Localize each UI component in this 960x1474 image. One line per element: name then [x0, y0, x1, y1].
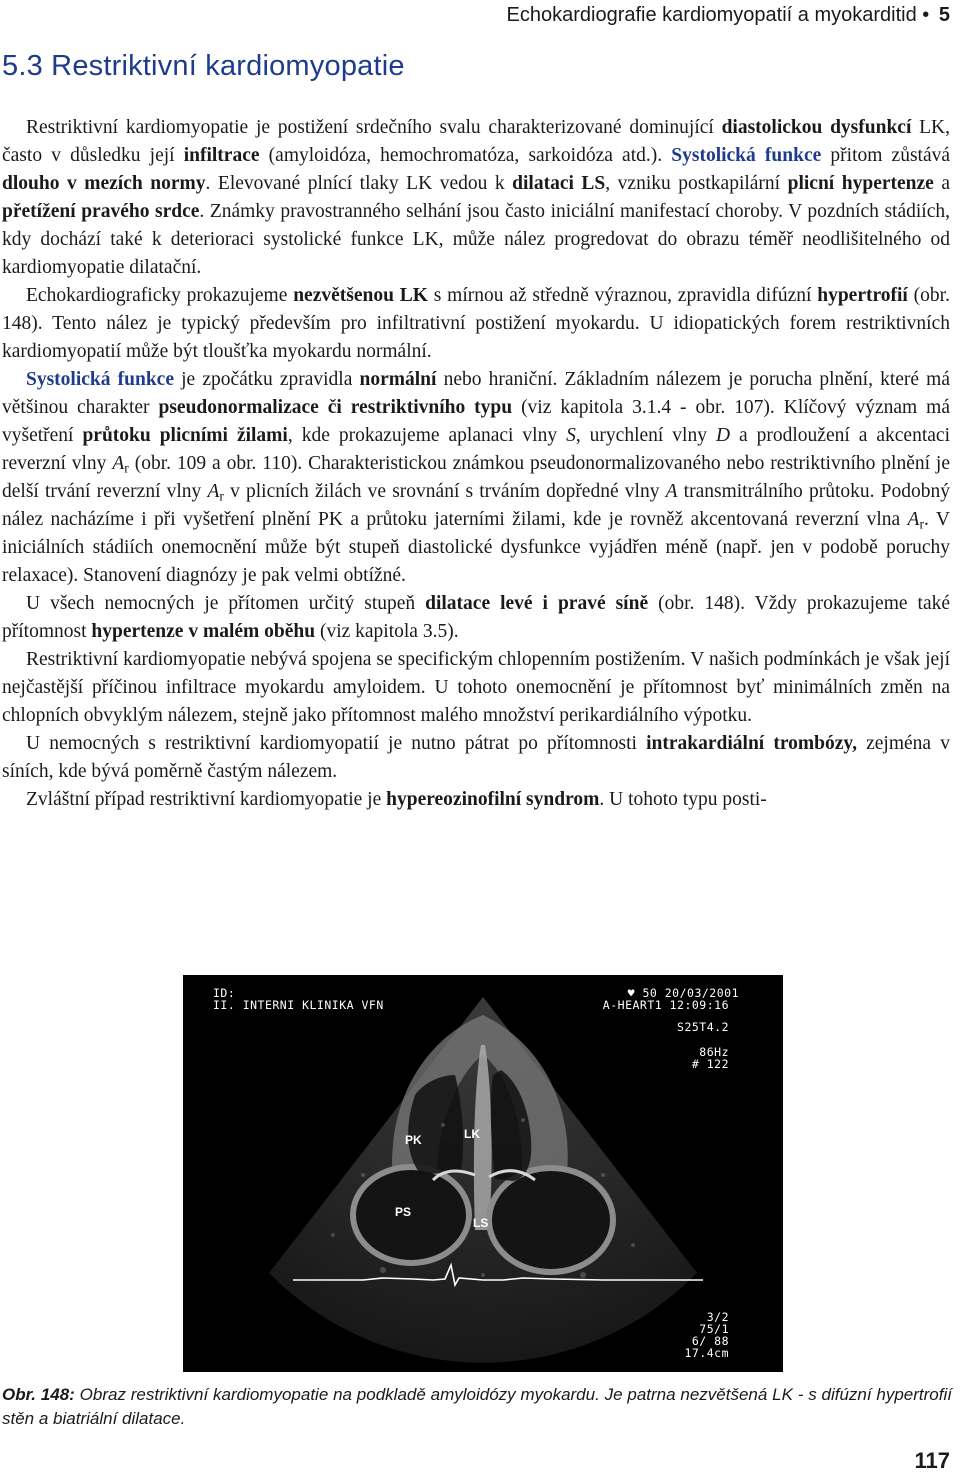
overlay-bottom-1: 3/2 [706, 1310, 729, 1324]
overlay-frequency: 86Hz [699, 1045, 729, 1059]
overlay-device: A-HEART1 12:09:16 [602, 998, 729, 1012]
label-pk: PK [405, 1133, 422, 1147]
overlay-date: ♥ 50 20/03/2001 [627, 986, 739, 1000]
overlay-institution: II. INTERNI KLINIKA VFN [213, 998, 384, 1012]
paragraph-3: Systolická funkce je zpočátku zpravidla normální nebo hraniční. Základním nálezem je porucha plnění, které má většinou charakter pseudonormalizace či restriktivního typu (viz kapitola 3.1.4 - obr. 107). Klíčový význam má vyšetření průtoku plicními žilami, kde prokazujeme aplanaci vlny S, urychlení vlny D a prodloužení a akcentaci reverzní vlny $A_r$ (obr. 109 a obr. 110). Charakteristickou známkou pseudonormalizovaného nebo restriktivního plnění je delší trvání reverzní vlny $A_r$ v plicních žilách ve srovnání s trváním dopředné vlny A transmitrálního průtoku. Podobný nález nacházíme i při vyšetření plnění PK a průtoku jaterními žilami, kde je rovněž akcentovaná reverzní vlna $A_r$. V iniciálních stádiích onemocnění může být stupeň diastolické dysfunkce vyjádřen méně (např. jen v podobě poruchy relaxace). Stanovení diagnózy je pak velmi obtížné. [2, 369, 951, 586]
label-lk: LK [464, 1127, 480, 1141]
label-ps: PS [395, 1205, 412, 1219]
paragraph-5: Restriktivní kardiomyopatie nebývá spojena se specifickým chlopenním postižením. V našich podmínkách je však její nejčastější příčinou infiltrace myokardu amyloidem. U tohoto onemocnění je přítomnost byť minimálních změn na chlopních obvyklým nálezem, stejně jako přítomnost malého množství perikardiálního výpotku. [2, 649, 950, 726]
overlay-frame: # 122 [691, 1057, 729, 1071]
echocardiogram-figure [183, 975, 783, 1372]
echo-image [183, 975, 783, 1372]
overlay-bottom-3: 6/ 88 [691, 1334, 729, 1348]
overlay-bottom-4: 17.4cm [684, 1346, 729, 1360]
section-title: 5.3 Restriktivní kardiomyopatie [2, 50, 405, 82]
overlay-id: ID: [213, 986, 236, 1000]
paragraph-1: Restriktivní kardiomyopatie je postižení srdečního svalu charakterizované dominující diastolickou dysfunkcí LK, často v důsledku její infiltrace (amyloidóza, hemochromatóza, sarkoidóza atd.). Systolická funkce přitom zůstává dlouho v mezích normy. Elevované plnící tlaky LK vedou k dilataci LS, vzniku postkapilární plicní hypertenze a přetížení pravého srdce. Známky pravostranného selhání jsou často iniciální manifestací choroby. V pozdních stádiích, kdy dochází také k deterioraci systolické funkce LK, může nález progredovat do obrazu téměř neodlišitelného od kardiomyopatie dilatační. [2, 117, 951, 278]
paragraph-6: U nemocných s restriktivní kardiomyopatií je nutno pátrat po přítomnosti intrakardiální trombózy, zejména v síních, kde bývá poměrně častým nálezem. [2, 733, 950, 782]
paragraph-7: Zvláštní případ restriktivní kardiomyopatie je hypereozinofilní syndrom. U tohoto typu posti- [26, 789, 767, 810]
paragraph-2: Echokardiograficky prokazujeme nezvětšenou LK s mírnou až středně výraznou, zpravidla difúzní hypertrofií (obr. 148). Tento nález je typický především pro infiltrativní postižení myokardu. U idiopatických forem restriktivních kardiomyopatií může být tloušťka myokardu normální. [2, 285, 950, 362]
running-title: Echokardiografie kardiomyopatií a myokarditid [506, 4, 917, 26]
caption-label: Obr. 148: [2, 1385, 75, 1404]
page-number: 117 [914, 1448, 950, 1473]
chapter-number: 5 [938, 4, 950, 26]
figure-caption [2, 1383, 952, 1431]
body-text [2, 114, 950, 814]
paragraph-4: U všech nemocných je přítomen určitý stupeň dilatace levé i pravé síně (obr. 148). Vždy prokazujeme také přítomnost hypertenze v malém oběhu (viz kapitola 3.5). [2, 593, 950, 642]
overlay-probe: S25T4.2 [677, 1020, 729, 1034]
label-ls: LS [473, 1216, 489, 1230]
overlay-bottom-2: 75/1 [699, 1322, 729, 1336]
left-atrium [489, 1168, 613, 1272]
running-header [507, 4, 950, 27]
caption-text: Obraz restriktivní kardiomyopatie na podkladě amyloidózy myokardu. Je patrna nezvětšená LK - s difúzní hypertrofií stěn a biatriální dilatace. [2, 1385, 952, 1428]
header-bullet: • [922, 4, 930, 26]
